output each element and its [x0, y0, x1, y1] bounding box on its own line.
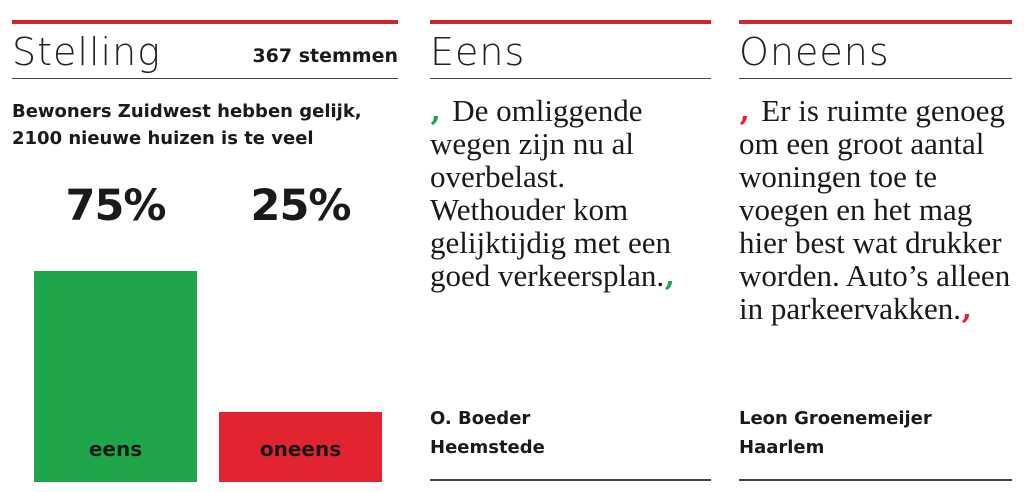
- eens-title: Eens: [430, 30, 526, 74]
- quote-text: worden. Auto’s alleen: [739, 258, 1011, 293]
- quote-line: [430, 193, 720, 226]
- oneens-percentage: 25%: [250, 181, 351, 231]
- quote-line: [739, 127, 1024, 160]
- quote-text: wegen zijn nu al: [430, 126, 635, 161]
- quote-line: [739, 289, 1024, 327]
- eens-percentage: 75%: [65, 181, 166, 231]
- oneens-header: [739, 26, 1012, 79]
- quote-line: [430, 127, 720, 160]
- oneens-quote: [739, 91, 1024, 327]
- author-place: Haarlem: [739, 437, 825, 458]
- vote-count: 367 stemmen: [252, 45, 398, 67]
- accent-bar: [430, 20, 711, 24]
- footer-rule: [430, 479, 711, 481]
- oneens-bar: [219, 412, 382, 482]
- statement-line: 2100 nieuwe huizen is te veel: [12, 128, 314, 149]
- quote-text: Er is ruimte genoeg: [761, 93, 1005, 128]
- stelling-column: [12, 0, 398, 492]
- statement-text: [12, 98, 398, 152]
- quote-text: hier best wat drukker: [739, 225, 1002, 260]
- quote-line: [739, 160, 1024, 193]
- author-name: Leon Groenemeijer: [739, 408, 932, 429]
- eens-author: [430, 404, 545, 462]
- eens-column: [430, 0, 711, 492]
- quote-line: [739, 226, 1024, 259]
- quote-text: overbelast.: [430, 159, 566, 194]
- quote-text: woningen toe te: [739, 159, 938, 194]
- quote-line: [430, 91, 720, 129]
- quote-line: [430, 226, 720, 259]
- eens-header: [430, 26, 711, 79]
- oneens-author: [739, 404, 932, 462]
- quote-line: [430, 256, 720, 294]
- quote-text: De omliggende: [452, 93, 643, 128]
- close-quote-icon: ‚: [961, 289, 973, 327]
- oneens-bar-label: oneens: [259, 437, 342, 461]
- quote-line: [430, 160, 720, 193]
- footer-rule: [739, 479, 1012, 481]
- stelling-header: [12, 26, 398, 79]
- quote-text: om een groot aantal: [739, 126, 985, 161]
- quote-text: Wethouder kom: [430, 192, 629, 227]
- oneens-column: [739, 0, 1012, 492]
- eens-quote: [430, 91, 720, 294]
- quote-line: [739, 91, 1024, 129]
- open-quote-icon: ‚: [430, 91, 453, 129]
- quote-text: in parkeervakken.: [739, 291, 962, 326]
- stelling-title: Stelling: [12, 30, 161, 74]
- eens-bar: [34, 271, 197, 482]
- author-place: Heemstede: [430, 437, 545, 458]
- close-quote-icon: ‚: [664, 256, 676, 294]
- quote-text: goed verkeersplan.: [430, 258, 665, 293]
- open-quote-icon: ‚: [739, 91, 762, 129]
- quote-text: voegen en het mag: [739, 192, 973, 227]
- statement-line: Bewoners Zuidwest hebben gelijk,: [12, 101, 362, 122]
- eens-bar-label: eens: [88, 437, 143, 461]
- quote-line: [739, 259, 1024, 292]
- oneens-title: Oneens: [739, 30, 890, 74]
- author-name: O. Boeder: [430, 408, 531, 429]
- accent-bar: [12, 20, 398, 24]
- quote-line: [739, 193, 1024, 226]
- accent-bar: [739, 20, 1012, 24]
- quote-text: gelijktijdig met een: [430, 225, 672, 260]
